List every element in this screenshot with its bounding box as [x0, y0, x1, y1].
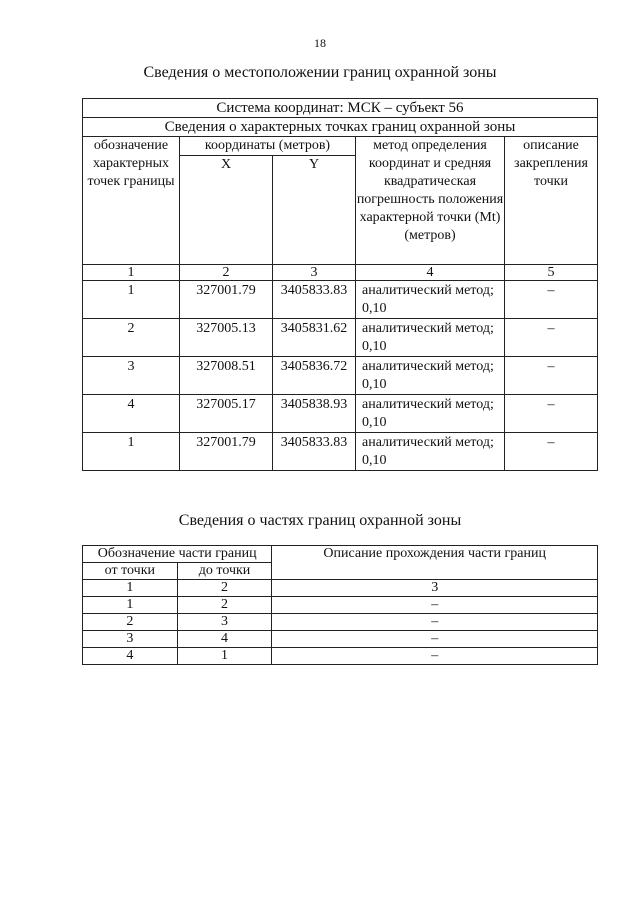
to-point-cell: 2	[177, 597, 272, 614]
column-number: 1	[83, 265, 180, 281]
x-coordinate: 327001.79	[180, 281, 273, 319]
table-row	[83, 281, 598, 319]
col-header-from-point: от точки	[83, 563, 178, 580]
page-number: 18	[314, 36, 326, 50]
y-coordinate: 3405836.72	[273, 357, 356, 395]
boundary-parts-table	[82, 545, 598, 665]
description-cell: –	[505, 319, 598, 357]
column-number: 2	[177, 580, 272, 597]
coordinate-system-title: Система координат: МСК – субъект 56	[83, 99, 598, 118]
table-row	[83, 597, 598, 614]
col-header-to-point: до точки	[177, 563, 272, 580]
col-header-method: метод определения координат и средняя квадратическая погрешность положения характерной точки (Mt) (метров)	[356, 137, 505, 265]
from-point-cell: 1	[83, 597, 178, 614]
part-description-cell: –	[272, 648, 598, 665]
method-cell: аналитический метод; 0,10	[356, 433, 505, 471]
table-row	[83, 319, 598, 357]
col-header-part-description: Описание прохождения части границ	[272, 546, 598, 580]
method-cell: аналитический метод; 0,10	[356, 281, 505, 319]
part-description-cell: –	[272, 614, 598, 631]
description-cell: –	[505, 357, 598, 395]
to-point-cell: 1	[177, 648, 272, 665]
y-coordinate: 3405833.83	[273, 281, 356, 319]
section-heading-parts: Сведения о частях границ охранной зоны	[178, 512, 462, 529]
description-cell: –	[505, 281, 598, 319]
col-header-part-designation: Обозначение части границ	[83, 546, 272, 563]
from-point-cell: 3	[83, 631, 178, 648]
column-number: 4	[356, 265, 505, 281]
x-coordinate: 327001.79	[180, 433, 273, 471]
column-number: 2	[180, 265, 273, 281]
points-section-title: Сведения о характерных точках границ охранной зоны	[83, 118, 598, 137]
point-id: 1	[83, 281, 180, 319]
y-coordinate: 3405831.62	[273, 319, 356, 357]
column-number: 3	[273, 265, 356, 281]
x-coordinate: 327005.17	[180, 395, 273, 433]
table-row	[83, 614, 598, 631]
description-cell: –	[505, 433, 598, 471]
to-point-cell: 4	[177, 631, 272, 648]
part-description-cell: –	[272, 631, 598, 648]
method-cell: аналитический метод; 0,10	[356, 357, 505, 395]
col-header-designation: обозначение характерных точек границы	[83, 137, 180, 265]
table-row	[83, 631, 598, 648]
point-id: 4	[83, 395, 180, 433]
column-number: 3	[272, 580, 598, 597]
col-header-y: Y	[273, 156, 356, 265]
point-id: 2	[83, 319, 180, 357]
column-number: 5	[505, 265, 598, 281]
col-header-coordinates: координаты (метров)	[180, 137, 356, 156]
table-row	[83, 357, 598, 395]
boundary-points-table	[82, 98, 598, 471]
y-coordinate: 3405833.83	[273, 433, 356, 471]
table-row	[83, 648, 598, 665]
x-coordinate: 327005.13	[180, 319, 273, 357]
method-cell: аналитический метод; 0,10	[356, 395, 505, 433]
from-point-cell: 4	[83, 648, 178, 665]
table-row	[83, 395, 598, 433]
to-point-cell: 3	[177, 614, 272, 631]
from-point-cell: 2	[83, 614, 178, 631]
table-row	[83, 433, 598, 471]
x-coordinate: 327008.51	[180, 357, 273, 395]
section-heading-boundaries: Сведения о местоположении границ охранной зоны	[143, 64, 497, 81]
point-id: 1	[83, 433, 180, 471]
column-number: 1	[83, 580, 178, 597]
description-cell: –	[505, 395, 598, 433]
point-id: 3	[83, 357, 180, 395]
y-coordinate: 3405838.93	[273, 395, 356, 433]
part-description-cell: –	[272, 597, 598, 614]
col-header-x: X	[180, 156, 273, 265]
method-cell: аналитический метод; 0,10	[356, 319, 505, 357]
col-header-description: описание закрепления точки	[505, 137, 598, 265]
